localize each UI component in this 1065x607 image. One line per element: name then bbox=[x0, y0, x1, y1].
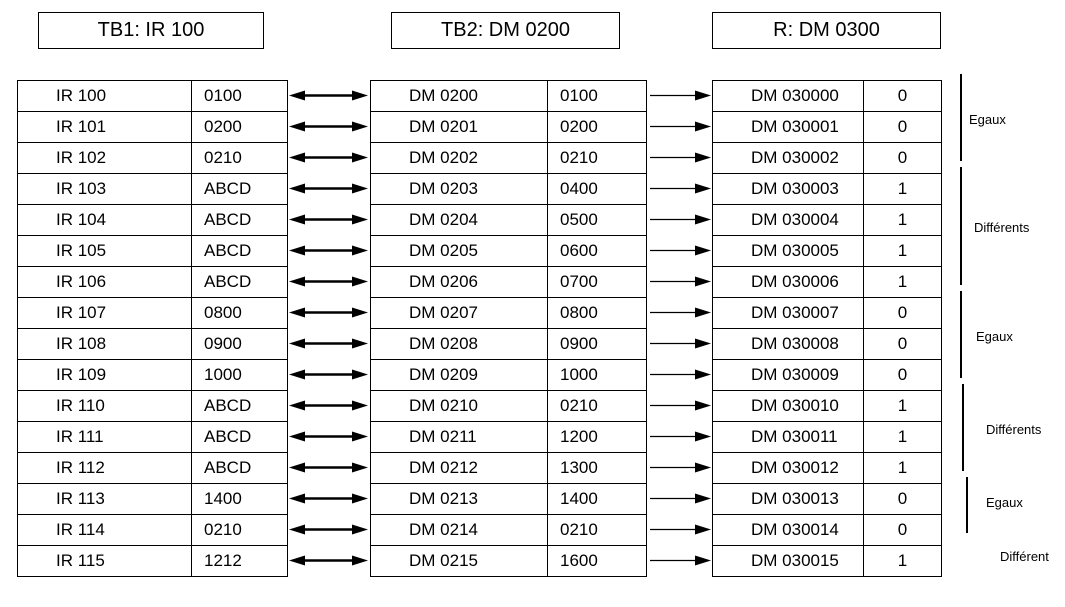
result-bit-cell: 1 bbox=[864, 267, 942, 298]
tb2-address-cell: DM 0200 bbox=[371, 81, 548, 112]
arrow-head-right bbox=[352, 122, 368, 132]
result-bit-cell: 1 bbox=[864, 546, 942, 577]
result-bit-cell: 0 bbox=[864, 112, 942, 143]
result-address-cell: DM 030004 bbox=[713, 205, 864, 236]
tb1-address-cell: IR 114 bbox=[18, 515, 192, 546]
arrow-head-right bbox=[352, 277, 368, 287]
tb1-header: TB1: IR 100 bbox=[38, 12, 264, 49]
result-bit-cell: 1 bbox=[864, 174, 942, 205]
tb1-address-cell: IR 109 bbox=[18, 360, 192, 391]
result-bit-cell: 0 bbox=[864, 329, 942, 360]
tb2-address-cell: DM 0204 bbox=[371, 205, 548, 236]
result-header: R: DM 0300 bbox=[712, 12, 941, 49]
tb2-address-cell: DM 0206 bbox=[371, 267, 548, 298]
tb2-value-cell: 0100 bbox=[548, 81, 647, 112]
group-label: Egaux bbox=[969, 111, 1006, 127]
tb2-value-cell: 0200 bbox=[548, 112, 647, 143]
tb2-value-cell: 0210 bbox=[548, 143, 647, 174]
arrow-head-right bbox=[352, 339, 368, 349]
tb1-address-cell: IR 100 bbox=[18, 81, 192, 112]
tb1-value-cell: ABCD bbox=[192, 267, 288, 298]
result-address-cell: DM 030002 bbox=[713, 143, 864, 174]
tb1-value-cell: ABCD bbox=[192, 174, 288, 205]
tb1-value-cell: 0210 bbox=[192, 515, 288, 546]
tb1-value-cell: 1212 bbox=[192, 546, 288, 577]
tb2-value-cell: 0900 bbox=[548, 329, 647, 360]
arrow-head-left bbox=[289, 308, 305, 318]
tb1-value-cell: ABCD bbox=[192, 422, 288, 453]
arrow-head-right bbox=[352, 494, 368, 504]
result-bit-cell: 1 bbox=[864, 236, 942, 267]
result-address-cell: DM 030011 bbox=[713, 422, 864, 453]
result-arrow-head bbox=[695, 401, 711, 411]
tb1-address-cell: IR 108 bbox=[18, 329, 192, 360]
tb1-address-cell: IR 111 bbox=[18, 422, 192, 453]
tb1-value-cell: ABCD bbox=[192, 205, 288, 236]
tb2-address-cell: DM 0212 bbox=[371, 453, 548, 484]
tb2-header: TB2: DM 0200 bbox=[391, 12, 620, 49]
tb2-value-cell: 1300 bbox=[548, 453, 647, 484]
tb2-address-cell: DM 0214 bbox=[371, 515, 548, 546]
arrow-head-right bbox=[352, 91, 368, 101]
bracket-line bbox=[966, 477, 968, 533]
tb1-value-cell: ABCD bbox=[192, 236, 288, 267]
tb1-address-cell: IR 101 bbox=[18, 112, 192, 143]
tb2-address-cell: DM 0203 bbox=[371, 174, 548, 205]
arrow-head-left bbox=[289, 153, 305, 163]
result-address-cell: DM 030014 bbox=[713, 515, 864, 546]
arrow-head-right bbox=[352, 153, 368, 163]
arrow-head-left bbox=[289, 370, 305, 380]
result-address-cell: DM 030013 bbox=[713, 484, 864, 515]
tb2-value-cell: 0210 bbox=[548, 391, 647, 422]
tb1-address-cell: IR 103 bbox=[18, 174, 192, 205]
result-arrow-head bbox=[695, 91, 711, 101]
tb2-value-cell: 1000 bbox=[548, 360, 647, 391]
tb2-address-cell: DM 0211 bbox=[371, 422, 548, 453]
tb2-value-cell: 1600 bbox=[548, 546, 647, 577]
result-bit-cell: 0 bbox=[864, 81, 942, 112]
result-arrow-head bbox=[695, 215, 711, 225]
tb1-value-cell: ABCD bbox=[192, 453, 288, 484]
tb2-value-cell: 0400 bbox=[548, 174, 647, 205]
tb1-address-cell: IR 105 bbox=[18, 236, 192, 267]
arrow-head-left bbox=[289, 494, 305, 504]
arrow-head-left bbox=[289, 91, 305, 101]
result-address-cell: DM 030012 bbox=[713, 453, 864, 484]
result-arrow-head bbox=[695, 494, 711, 504]
tb2-value-cell: 1400 bbox=[548, 484, 647, 515]
result-bit-cell: 0 bbox=[864, 515, 942, 546]
arrow-head-right bbox=[352, 401, 368, 411]
tb1-value-cell: 0210 bbox=[192, 143, 288, 174]
result-bit-cell: 0 bbox=[864, 360, 942, 391]
result-arrow-head bbox=[695, 246, 711, 256]
result-arrow-head bbox=[695, 184, 711, 194]
tb2-value-cell: 0210 bbox=[548, 515, 647, 546]
tb1-value-cell: 0200 bbox=[192, 112, 288, 143]
result-address-cell: DM 030003 bbox=[713, 174, 864, 205]
bracket-line bbox=[960, 167, 962, 285]
group-label: Différents bbox=[974, 220, 1030, 235]
result-address-cell: DM 030009 bbox=[713, 360, 864, 391]
tb1-address-cell: IR 110 bbox=[18, 391, 192, 422]
result-address-cell: DM 030006 bbox=[713, 267, 864, 298]
arrow-head-left bbox=[289, 277, 305, 287]
arrow-head-left bbox=[289, 401, 305, 411]
arrow-head-right bbox=[352, 184, 368, 194]
tb2-address-cell: DM 0202 bbox=[371, 143, 548, 174]
tb1-value-cell: 0900 bbox=[192, 329, 288, 360]
tb2-address-cell: DM 0207 bbox=[371, 298, 548, 329]
arrow-head-right bbox=[352, 556, 368, 566]
result-bit-cell: 1 bbox=[864, 205, 942, 236]
tb2-value-cell: 0600 bbox=[548, 236, 647, 267]
tb1-address-cell: IR 112 bbox=[18, 453, 192, 484]
tb2-value-cell: 1200 bbox=[548, 422, 647, 453]
result-arrow-head bbox=[695, 122, 711, 132]
group-label: Egaux bbox=[986, 495, 1023, 510]
tb2-value-cell: 0500 bbox=[548, 205, 647, 236]
group-label: Egaux bbox=[976, 328, 1013, 344]
arrow-head-left bbox=[289, 463, 305, 473]
result-address-cell: DM 030001 bbox=[713, 112, 864, 143]
result-arrow-head bbox=[695, 277, 711, 287]
result-bit-cell: 1 bbox=[864, 453, 942, 484]
result-bit-cell: 0 bbox=[864, 484, 942, 515]
arrow-head-right bbox=[352, 246, 368, 256]
tb2-address-cell: DM 0208 bbox=[371, 329, 548, 360]
tb2-address-cell: DM 0209 bbox=[371, 360, 548, 391]
tb1-value-cell: ABCD bbox=[192, 391, 288, 422]
tb2-address-cell: DM 0205 bbox=[371, 236, 548, 267]
tb2-address-cell: DM 0210 bbox=[371, 391, 548, 422]
tb1-value-cell: 0100 bbox=[192, 81, 288, 112]
tb2-address-cell: DM 0213 bbox=[371, 484, 548, 515]
result-arrow-head bbox=[695, 463, 711, 473]
arrow-head-right bbox=[352, 215, 368, 225]
arrow-head-right bbox=[352, 463, 368, 473]
bracket-line bbox=[960, 291, 962, 378]
tb2-value-cell: 0700 bbox=[548, 267, 647, 298]
tb1-value-cell: 0800 bbox=[192, 298, 288, 329]
result-arrow-head bbox=[695, 525, 711, 535]
arrow-head-left bbox=[289, 525, 305, 535]
tb1-address-cell: IR 104 bbox=[18, 205, 192, 236]
result-bit-cell: 1 bbox=[864, 422, 942, 453]
arrow-head-left bbox=[289, 122, 305, 132]
result-bit-cell: 1 bbox=[864, 391, 942, 422]
result-address-cell: DM 030015 bbox=[713, 546, 864, 577]
tb1-value-cell: 1000 bbox=[192, 360, 288, 391]
arrow-head-left bbox=[289, 556, 305, 566]
result-arrow-head bbox=[695, 556, 711, 566]
result-arrow-head bbox=[695, 339, 711, 349]
result-address-cell: DM 030005 bbox=[713, 236, 864, 267]
tb1-address-cell: IR 102 bbox=[18, 143, 192, 174]
result-address-cell: DM 030010 bbox=[713, 391, 864, 422]
group-label: Différents bbox=[986, 421, 1042, 437]
bracket-line bbox=[962, 384, 964, 471]
arrow-head-right bbox=[352, 370, 368, 380]
arrow-head-right bbox=[352, 525, 368, 535]
arrow-head-left bbox=[289, 215, 305, 225]
tb1-address-cell: IR 113 bbox=[18, 484, 192, 515]
arrow-head-right bbox=[352, 308, 368, 318]
result-address-cell: DM 030008 bbox=[713, 329, 864, 360]
arrow-head-left bbox=[289, 246, 305, 256]
tb1-address-cell: IR 106 bbox=[18, 267, 192, 298]
tb1-value-cell: 1400 bbox=[192, 484, 288, 515]
tb2-value-cell: 0800 bbox=[548, 298, 647, 329]
bracket-line bbox=[960, 74, 962, 161]
result-address-cell: DM 030000 bbox=[713, 81, 864, 112]
result-arrow-head bbox=[695, 370, 711, 380]
tb1-address-cell: IR 107 bbox=[18, 298, 192, 329]
tb2-address-cell: DM 0215 bbox=[371, 546, 548, 577]
result-arrow-head bbox=[695, 153, 711, 163]
arrow-head-left bbox=[289, 432, 305, 442]
result-address-cell: DM 030007 bbox=[713, 298, 864, 329]
tb1-address-cell: IR 115 bbox=[18, 546, 192, 577]
tb2-address-cell: DM 0201 bbox=[371, 112, 548, 143]
result-arrow-head bbox=[695, 432, 711, 442]
arrow-head-right bbox=[352, 432, 368, 442]
group-label: Différent bbox=[1000, 548, 1049, 564]
result-bit-cell: 0 bbox=[864, 298, 942, 329]
result-bit-cell: 0 bbox=[864, 143, 942, 174]
arrow-head-left bbox=[289, 184, 305, 194]
arrow-head-left bbox=[289, 339, 305, 349]
result-arrow-head bbox=[695, 308, 711, 318]
